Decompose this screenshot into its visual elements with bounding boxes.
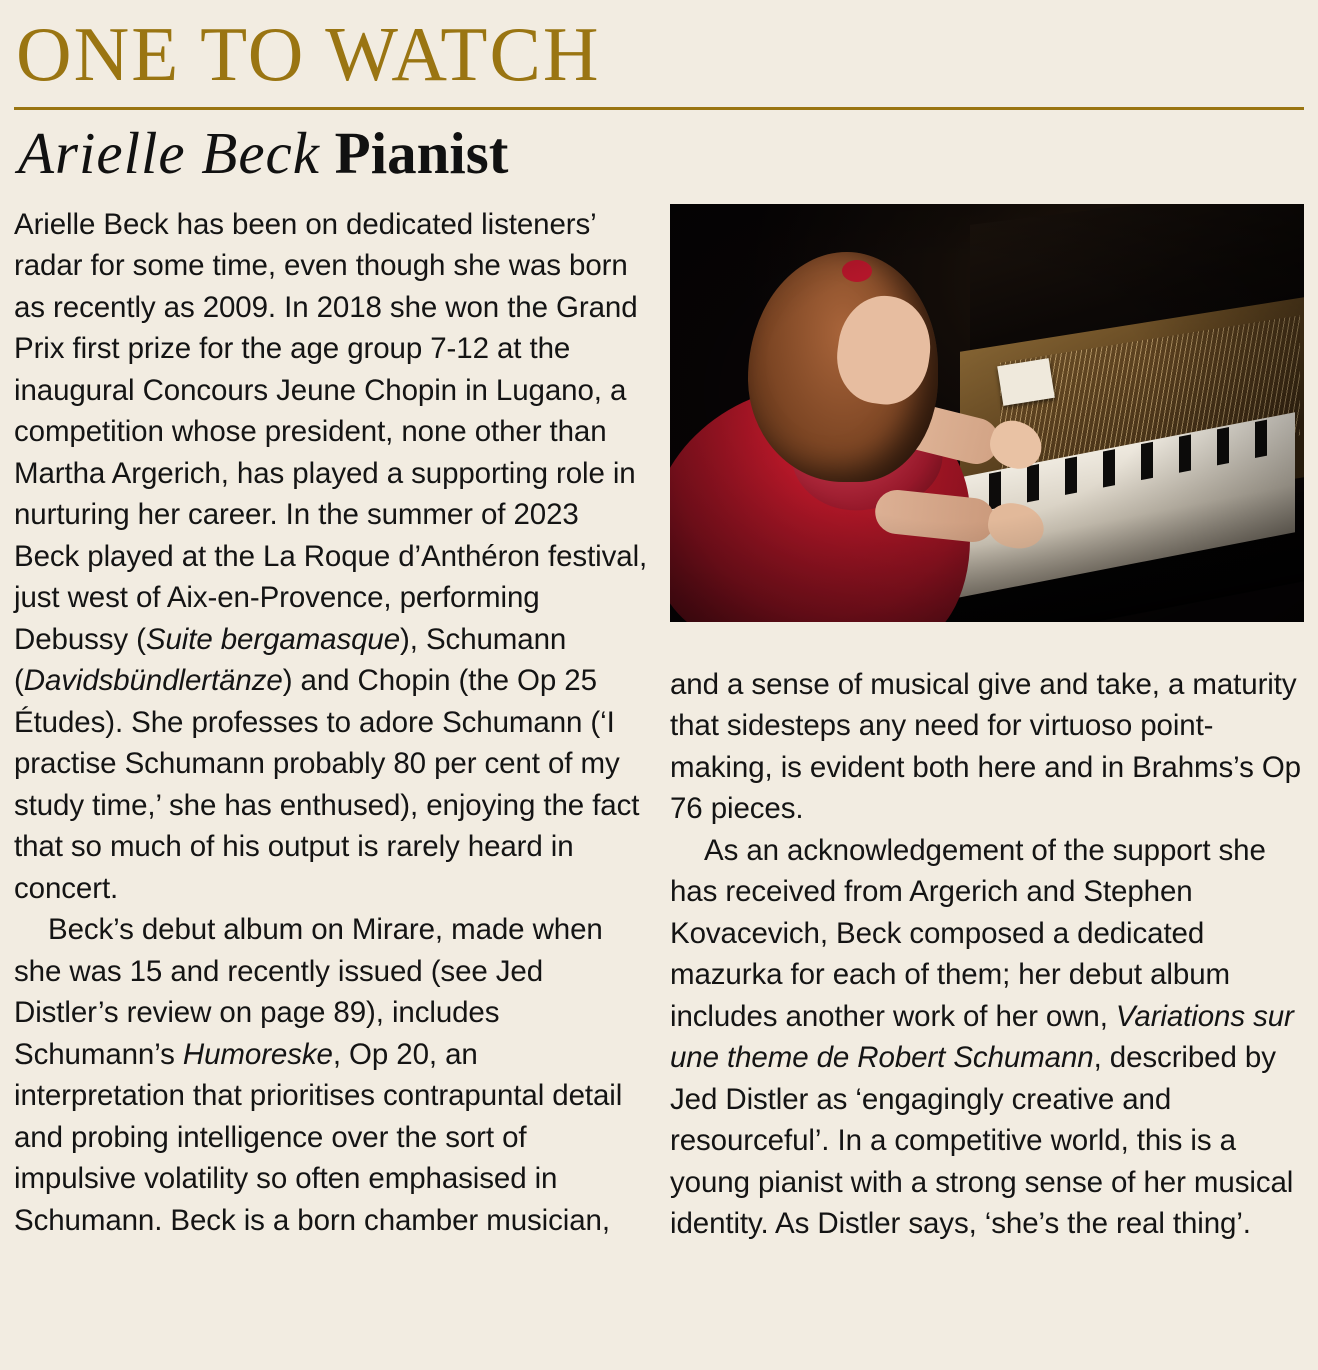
artist-name: Arielle Beck (18, 120, 320, 186)
para1-part2: ), Schumann ( (14, 622, 567, 698)
para2-part2: , Op 20, an interpretation that prioritises contrapuntal detail and probing intelligence over the sort of impulsive volatility so often emphasised in Schumann. Beck is a born chamber musician, (14, 1037, 623, 1237)
paragraph-2 (14, 909, 648, 1241)
page-title (14, 116, 1304, 188)
para1-part1: Arielle Beck has been on dedicated listeners’ radar for some time, even though she was born as recently as 2009. In 2018 she won the Grand Prix first prize for the age group 7-12 at the inaugural Concours Jeune Chopin in Lugano, a competition whose president, none other than Martha Argerich, has played a supporting role in nurturing her career. In the summer of 2023 Beck played at the La Roque d’Anthéron festival, just west of Aix-en-Provence, performing Debussy ( (14, 207, 648, 656)
paragraph-1 (14, 204, 648, 910)
para2-part1: Beck’s debut album on Mirare, made when she was 15 and recently issued (see Jed Distler’s review on page 89), includes Schumann’s (14, 913, 603, 1071)
para1-part3: ) and Chopin (the Op 25 Études). She professes to adore Schumann (‘I practise Schumann probably 80 per cent of my study time,’ she has enthused), enjoying the fact that so much of his output is rarely heard in concert. (14, 664, 640, 905)
work-title-suite-bergamasque: Suite bergamasque (145, 622, 401, 656)
paragraph-3 (670, 664, 1304, 830)
work-title-humoreske: Humoreske (182, 1037, 333, 1071)
header-rule (14, 107, 1304, 110)
artist-photo (670, 204, 1304, 622)
work-title-davidsbundlertanze: Davidsbündlertänze (23, 664, 283, 698)
right-text-column (670, 664, 1304, 1245)
work-title-variations: Variations sur une theme de Robert Schumann (670, 999, 1294, 1075)
paragraph-4 (670, 830, 1304, 1245)
artist-role: Pianist (334, 120, 509, 186)
para4-part2: , described by Jed Distler as ‘engagingly creative and resourceful’. In a competitive world, this is a young pianist with a strong sense of her musical identity. As Distler says, ‘she’s the real thing’. (670, 1041, 1294, 1241)
section-kicker: ONE TO WATCH (16, 11, 601, 97)
para3-text: and a sense of musical give and take, a maturity that sidesteps any need for virtuoso point-making, is evident both here and in Brahms’s Op 76 pieces. (670, 667, 1301, 826)
photo-vignette (670, 204, 1304, 622)
article-body (14, 204, 1304, 1344)
left-text-column (14, 204, 648, 1242)
para4-part1: As an acknowledgement of the support she has received from Argerich and Stephen Kovacevich, Beck composed a dedicated mazurka for each of them; her debut album includes another work of her own, (670, 833, 1266, 1033)
